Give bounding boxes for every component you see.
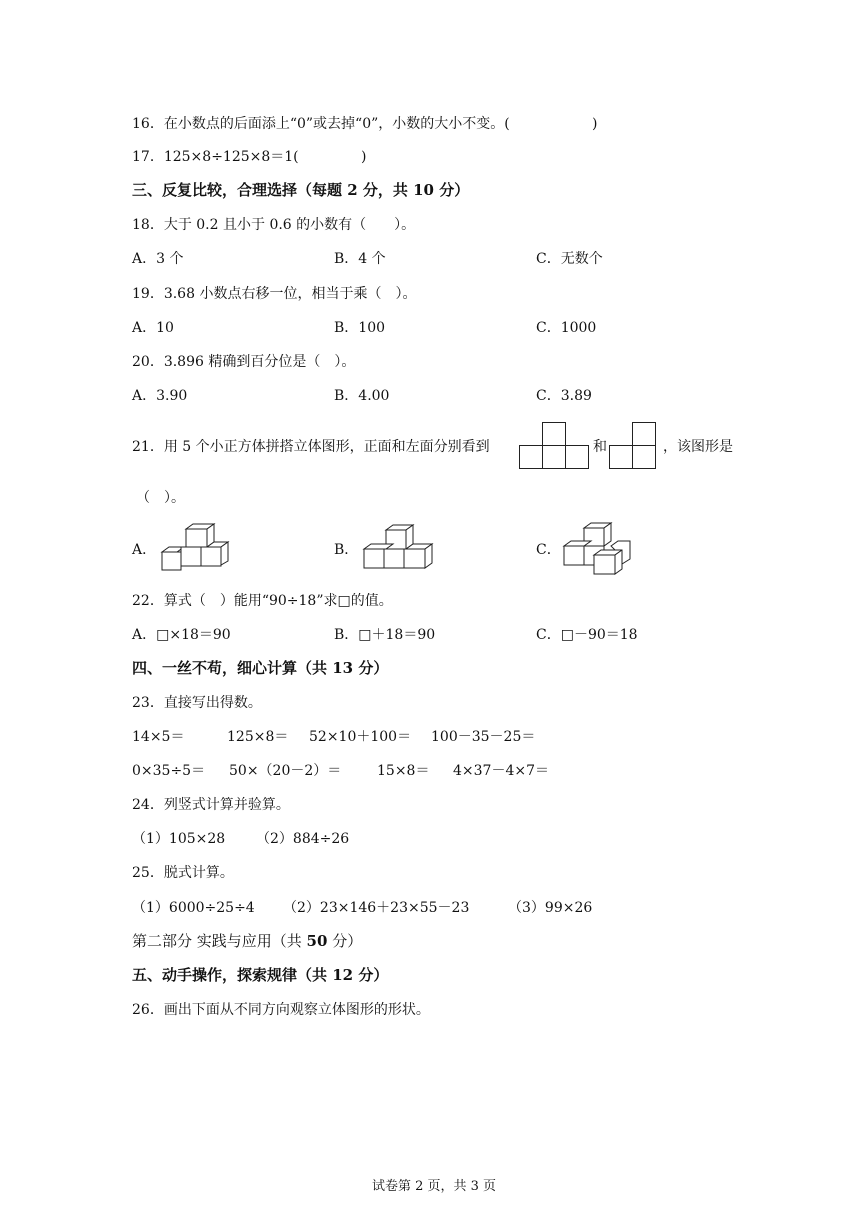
calc-item: 125×8＝ [227,729,289,745]
option-c-cube-figure [562,521,634,577]
question-17 [132,150,299,164]
question-20 [132,355,355,369]
question-23 [132,696,262,710]
and-word: 和 [593,439,607,455]
answer-blank: （ ）。 [136,490,185,506]
question-number: 20． [132,354,164,370]
question-text: 脱式计算。 [163,865,234,881]
option-c: C．□－90＝18 [536,627,638,643]
calc-item: （1）105×28 [132,831,226,847]
option-b: B．4 个 [334,251,386,267]
question-text-tail: ，该图形是 [663,439,733,455]
question-text: 画出下面从不同方向观察立体图形的形状。 [163,1002,430,1018]
question-21 [132,440,490,454]
question-number: 17． [132,149,164,165]
question-number: 22． [132,593,164,609]
question-22 [132,594,393,608]
question-text: 3.68 小数点右移一位，相当于乘（ ）。 [163,286,417,302]
part-heading-score: 50 [306,932,328,950]
question-text: 在小数点的后面添上“0”或去掉“0”，小数的大小不变。( [163,116,510,132]
question-number: 23． [132,695,164,711]
question-number: 26． [132,1002,164,1018]
calc-item: 14×5＝ [132,729,185,745]
option-a: A．3.90 [132,388,188,404]
calc-item: （1）6000÷25÷4 [132,900,255,916]
option-a: A．3 个 [132,251,184,267]
part-heading [132,934,362,949]
question-19 [132,287,416,301]
option-b: B．4.00 [334,388,390,404]
calc-item: （2）884÷26 [256,831,350,847]
option-b-cube-figure [362,522,436,572]
question-text: 列竖式计算并验算。 [163,797,290,813]
question-number: 19． [132,286,164,302]
question-text: 用 5 个小正方体拼搭立体图形，正面和左面分别看到 [163,439,490,455]
part-heading-suffix: 分） [327,932,363,950]
section-heading-4: 四、一丝不苟，细心计算（共 13 分） [132,659,389,677]
question-number: 24． [132,797,164,813]
question-18 [132,218,415,232]
question-26 [132,1003,430,1017]
option-b: B．100 [334,320,386,336]
option-c: C．3.89 [536,388,592,404]
question-16 [132,117,510,131]
option-a-cube-figure [160,522,232,572]
option-b: B． [334,542,359,558]
question-25 [132,866,234,880]
calc-item: 15×8＝ [377,763,430,779]
question-number: 25． [132,865,164,881]
question-text: 125×8÷125×8＝1( [163,149,299,165]
calc-item: 50×（20－2）＝ [229,763,342,779]
calc-item: （3）99×26 [508,900,593,916]
answer-blank-close: ) [361,149,367,165]
left-view-figure [609,421,661,469]
question-text: 大于 0.2 且小于 0.6 的小数有（ ）。 [163,217,416,233]
question-text: 直接写出得数。 [163,695,262,711]
calc-item: 52×10＋100＝ [309,729,412,745]
question-text: 3.896 精确到百分位是（ ）。 [163,354,356,370]
page-footer: 试卷第 2 页，共 3 页 [371,1179,497,1194]
option-c: C．1000 [536,320,597,336]
option-a: A．10 [132,320,174,336]
option-a: A．□×18＝90 [132,627,231,643]
option-b: B．□＋18＝90 [334,627,436,643]
section-heading-5: 五、动手操作，探索规律（共 12 分） [132,966,389,984]
option-a: A． [132,542,157,558]
section-heading-3: 三、反复比较，合理选择（每题 2 分，共 10 分） [132,181,470,199]
calc-item: 100－35－25＝ [431,729,536,745]
option-c: C． [536,542,561,558]
front-view-figure [519,421,591,469]
question-number: 16． [132,116,164,132]
question-text: 算式（ ）能用“90÷18”求□的值。 [163,593,393,609]
option-c: C．无数个 [536,251,603,267]
question-number: 18． [132,217,164,233]
question-24 [132,798,290,812]
answer-blank-close: ) [592,116,598,132]
calc-item: 4×37－4×7＝ [453,763,549,779]
calc-item: （2）23×146＋23×55－23 [283,900,470,916]
part-heading-prefix: 第二部分 实践与应用（共 [132,932,307,950]
calc-item: 0×35÷5＝ [132,763,206,779]
question-number: 21． [132,439,164,455]
